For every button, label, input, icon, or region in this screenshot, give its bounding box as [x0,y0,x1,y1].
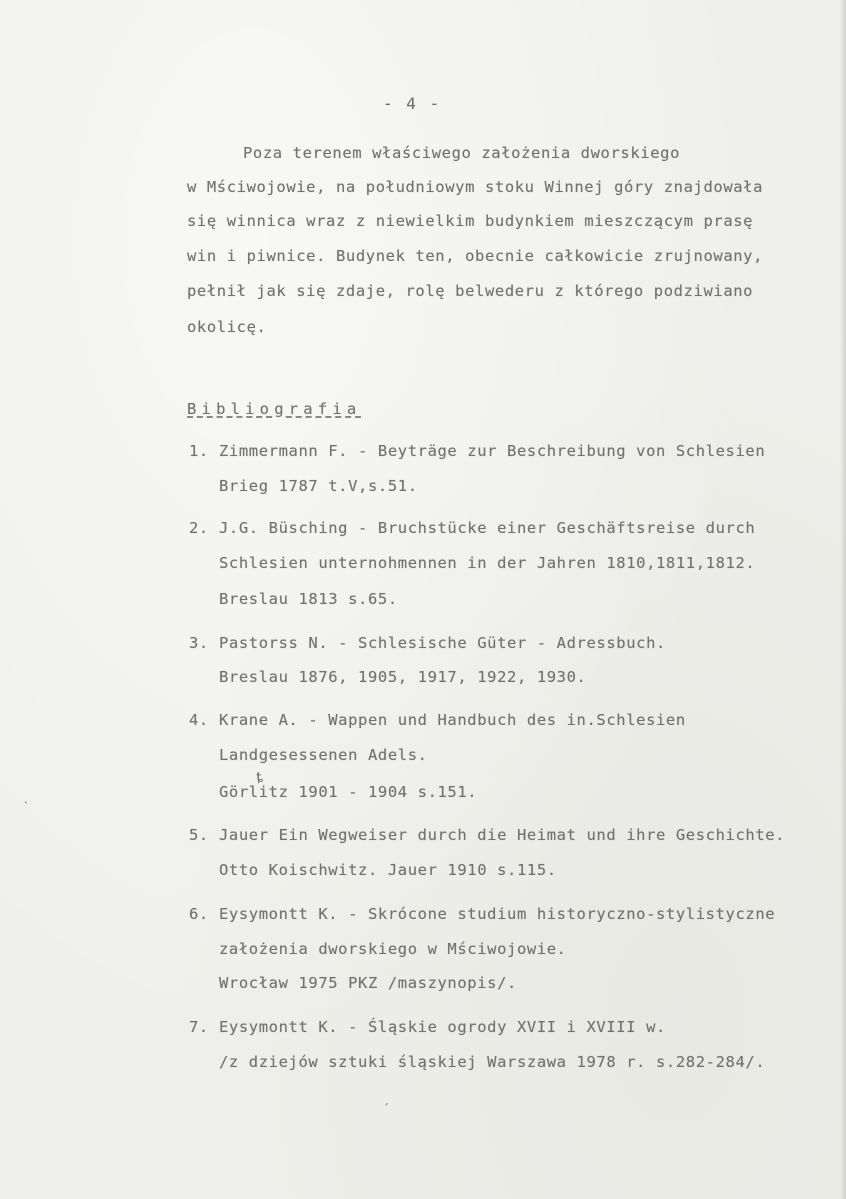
bibliography-item-number: 3. [189,634,209,652]
bibliography-item-number: 4. [189,711,209,729]
page-number: - 4 - [383,94,442,113]
paragraph-line: Poza terenem właściwego założenia dworskiego [243,144,680,162]
bibliography-item-line: Zimmermann F. - Beyträge zur Beschreibung von Schlesien [219,442,766,460]
bibliography-item-line: Schlesien unternohmennen in der Jahren 1810,1811,1812. [219,554,756,572]
bibliography-item-line: /z dziejów sztuki śląskiej Warszawa 1978 r. s.282-284/. [219,1053,766,1071]
paragraph-line: się winnica wraz z niewielkim budynkiem mieszczącym prasę [187,212,754,230]
bibliography-item-line: Brieg 1787 t.V,s.51. [219,477,418,495]
bibliography-item-line: Otto Koischwitz. Jauer 1910 s.115. [219,861,557,879]
bibliography-item-number: 2. [189,519,209,537]
bibliography-item-number: 1. [189,442,209,460]
bibliography-item-number: 5. [189,826,209,844]
paragraph-line: pełnił jak się zdaje, rolę belwederu z którego podziwiano [187,282,754,300]
bibliography-item-line: Landgesessenen Adels. [219,746,428,764]
bibliography-item-line: Breslau 1876, 1905, 1917, 1922, 1930. [219,668,587,686]
bibliography-item-line: Eysymontt K. - Skrócone studium historyczno-stylistyczne [219,905,776,923]
page-edge-shadow [840,0,846,1199]
bibliography-item-number: 6. [189,905,209,923]
bibliography-item-line: Wrocław 1975 PKZ /maszynopis/. [219,974,517,992]
paragraph-line: win i piwnice. Budynek ten, obecnie całkowicie zrujnowany, [187,247,764,265]
stray-pen-mark: ˏ [24,790,28,804]
handwritten-correction-mark: ȶ [256,770,263,786]
bibliography-heading: Bibliografia [187,400,362,418]
bibliography-item-line: J.G. Büsching - Bruchstücke einer Geschäftsreise durch [219,519,756,537]
bibliography-item-line: Krane A. - Wappen und Handbuch des in.Schlesien [219,711,686,729]
bibliography-item-line: Eysymontt K. - Śląskie ogrody XVII i XVIII w. [219,1018,666,1036]
paragraph-line: okolicę. [187,318,267,336]
stray-pen-mark: ˊ [383,1102,389,1116]
bibliography-item-line: Pastorss N. - Schlesische Güter - Adressbuch. [219,634,666,652]
bibliography-item-line: założenia dworskiego w Mściwojowie. [219,940,567,958]
bibliography-item-line: Breslau 1813 s.65. [219,590,398,608]
bibliography-item-line: Jauer Ein Wegweiser durch die Heimat und ihre Geschichte. [219,826,786,844]
bibliography-item-number: 7. [189,1018,209,1036]
bibliography-item-line: Görlitz 1901 - 1904 s.151. [219,783,478,801]
paragraph-line: w Mściwojowie, na południowym stoku Winnej góry znajdowała [187,178,764,196]
